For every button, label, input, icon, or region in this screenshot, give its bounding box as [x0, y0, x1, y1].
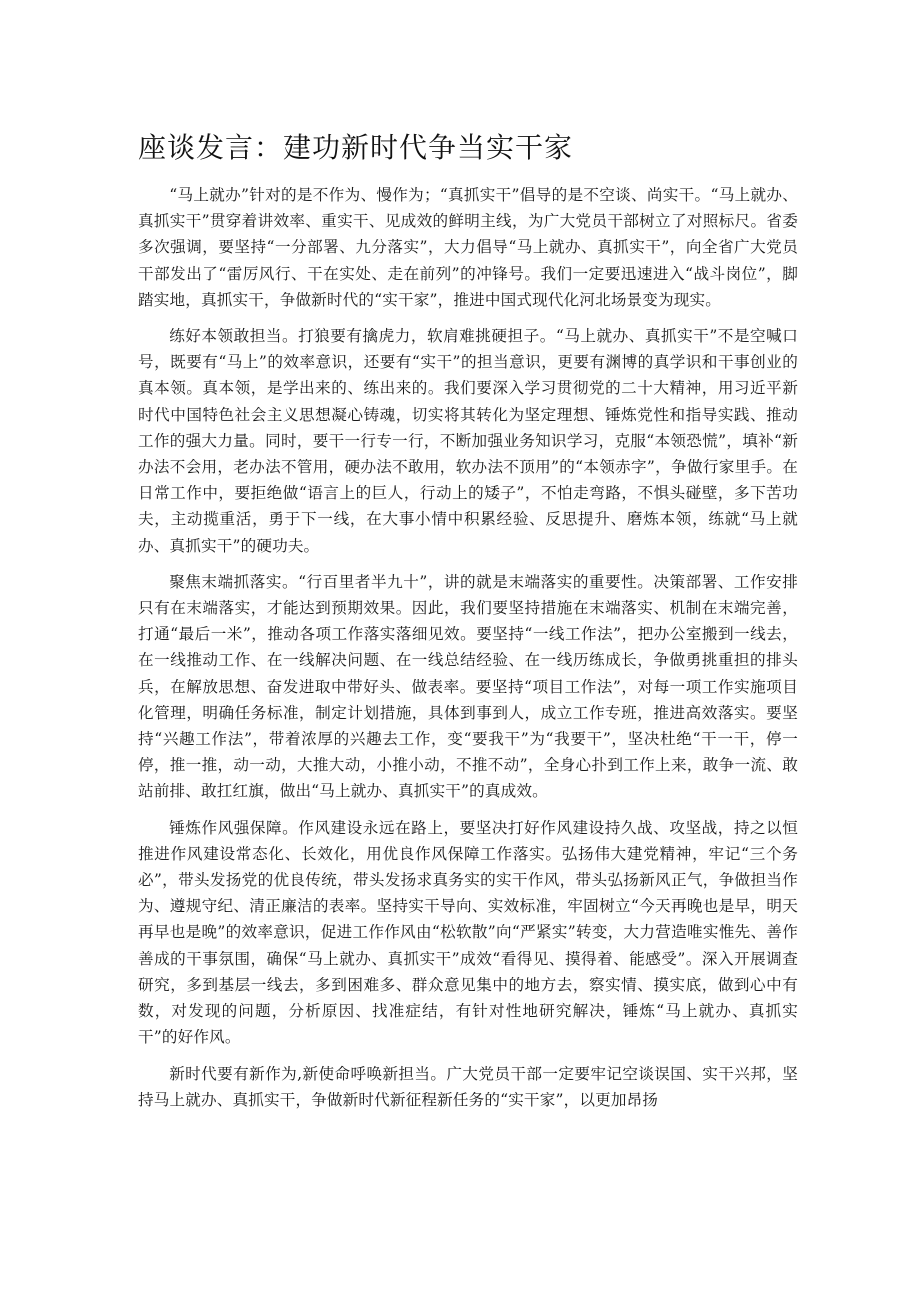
- document-page: [138, 128, 798, 1123]
- paragraph-work-style: 锤炼作风强保障。作风建设永远在路上，要坚决打好作风建设持久战、攻坚战，持之以恒推进作风建设常态化、长效化，用优良作风保障工作落实。弘扬伟大建党精神，牢记“三个务必”，带头发扬党的优良传统，带头发扬求真务实的实干作风，带头弘扬新风正气，争做担当作为、遵规守纪、清正廉洁的表率。坚持实干导向、实效标准，牢固树立“今天再晚也是早，明天再早也是晚”的效率意识，促进工作作风由“松软散”向“严紧实”转变，大力营造唯实惟先、善作善成的干事氛围，确保“马上就办、真抓实干”成效“看得见、摸得着、能感受”。深入开展调查研究，多到基层一线去，多到困难多、群众意见集中的地方去，察实情、摸实底，做到心中有数，对发现的问题，分析原因、找准症结，有针对性地研究解决，锤炼“马上就办、真抓实干”的好作风。: [138, 818, 798, 1047]
- paragraph-ability: 练好本领敢担当。打狼要有擒虎力，软肩难挑硬担子。“马上就办、真抓实干”不是空喊口号，既要有“马上”的效率意识，还要有“实干”的担当意识，更要有渊博的真学识和干事创业的真本领。真本领，是学出来的、练出来的。我们要深入学习贯彻党的二十大精神，用习近平新时代中国特色社会主义思想凝心铸魂，切实将其转化为坚定理想、锤炼党性和指导实践、推动工作的强大力量。同时，要干一行专一行，不断加强业务知识学习，克服“本领恐慌”，填补“新办法不会用，老办法不管用，硬办法不敢用，软办法不顶用”的“本领赤字”，争做行家里手。在日常工作中，要拒绝做“语言上的巨人，行动上的矮子”，不怕走弯路，不惧头碰壁，多下苦功夫，主动揽重活，勇于下一线，在大事小情中积累经验、反思提升、磨炼本领，练就“马上就办、真抓实干”的硬功夫。: [138, 327, 798, 555]
- paragraph-implementation: 聚焦末端抓落实。“行百里者半九十”，讲的就是末端落实的重要性。决策部署、工作安排只有在末端落实，才能达到预期效果。因此，我们要坚持措施在末端落实、机制在末端完善，打通“最后一米”，推动各项工作落实落细见效。要坚持“一线工作法”，把办公室搬到一线去，在一线推动工作、在一线解决问题、在一线总结经验、在一线历练成长，争做勇挑重担的排头兵，在解放思想、奋发进取中带好头、做表率。要坚持“项目工作法”，对每一项工作实施项目化管理，明确任务标准，制定计划措施，具体到事到人，成立工作专班，推进高效落实。要坚持“兴趣工作法”，带着浓厚的兴趣去工作，变“要我干”为“我要干”，坚决杜绝“干一干，停一停，推一推，动一动，大推大动，小推小动，不推不动”，全身心扑到工作上来，敢争一流、敢站前排、敢扛红旗，做出“马上就办、真抓实干”的真成效。: [138, 572, 798, 801]
- paragraph-intro: “马上就办”针对的是不作为、慢作为；“真抓实干”倡导的是不空谈、尚实干。“马上就办、真抓实干”贯穿着讲效率、重实干、见成效的鲜明主线，为广大党员干部树立了对照标尺。省委多次强调，要坚持“一分部署、九分落实”，大力倡导“马上就办、真抓实干”，向全省广大党员干部发出了“雷厉风行、干在实处、走在前列”的冲锋号。我们一定要迅速进入“战斗岗位”，脚踏实地，真抓实干，争做新时代的“实干家”，推进中国式现代化河北场景变为现实。: [138, 186, 798, 309]
- document-title: 座谈发言：建功新时代争当实干家: [138, 131, 574, 164]
- paragraph-conclusion: 新时代要有新作为,新使命呼唤新担当。广大党员干部一定要牢记空谈误国、实干兴邦，坚持马上就办、真抓实干，争做新时代新征程新任务的“实干家”，以更加昂扬: [138, 1064, 798, 1109]
